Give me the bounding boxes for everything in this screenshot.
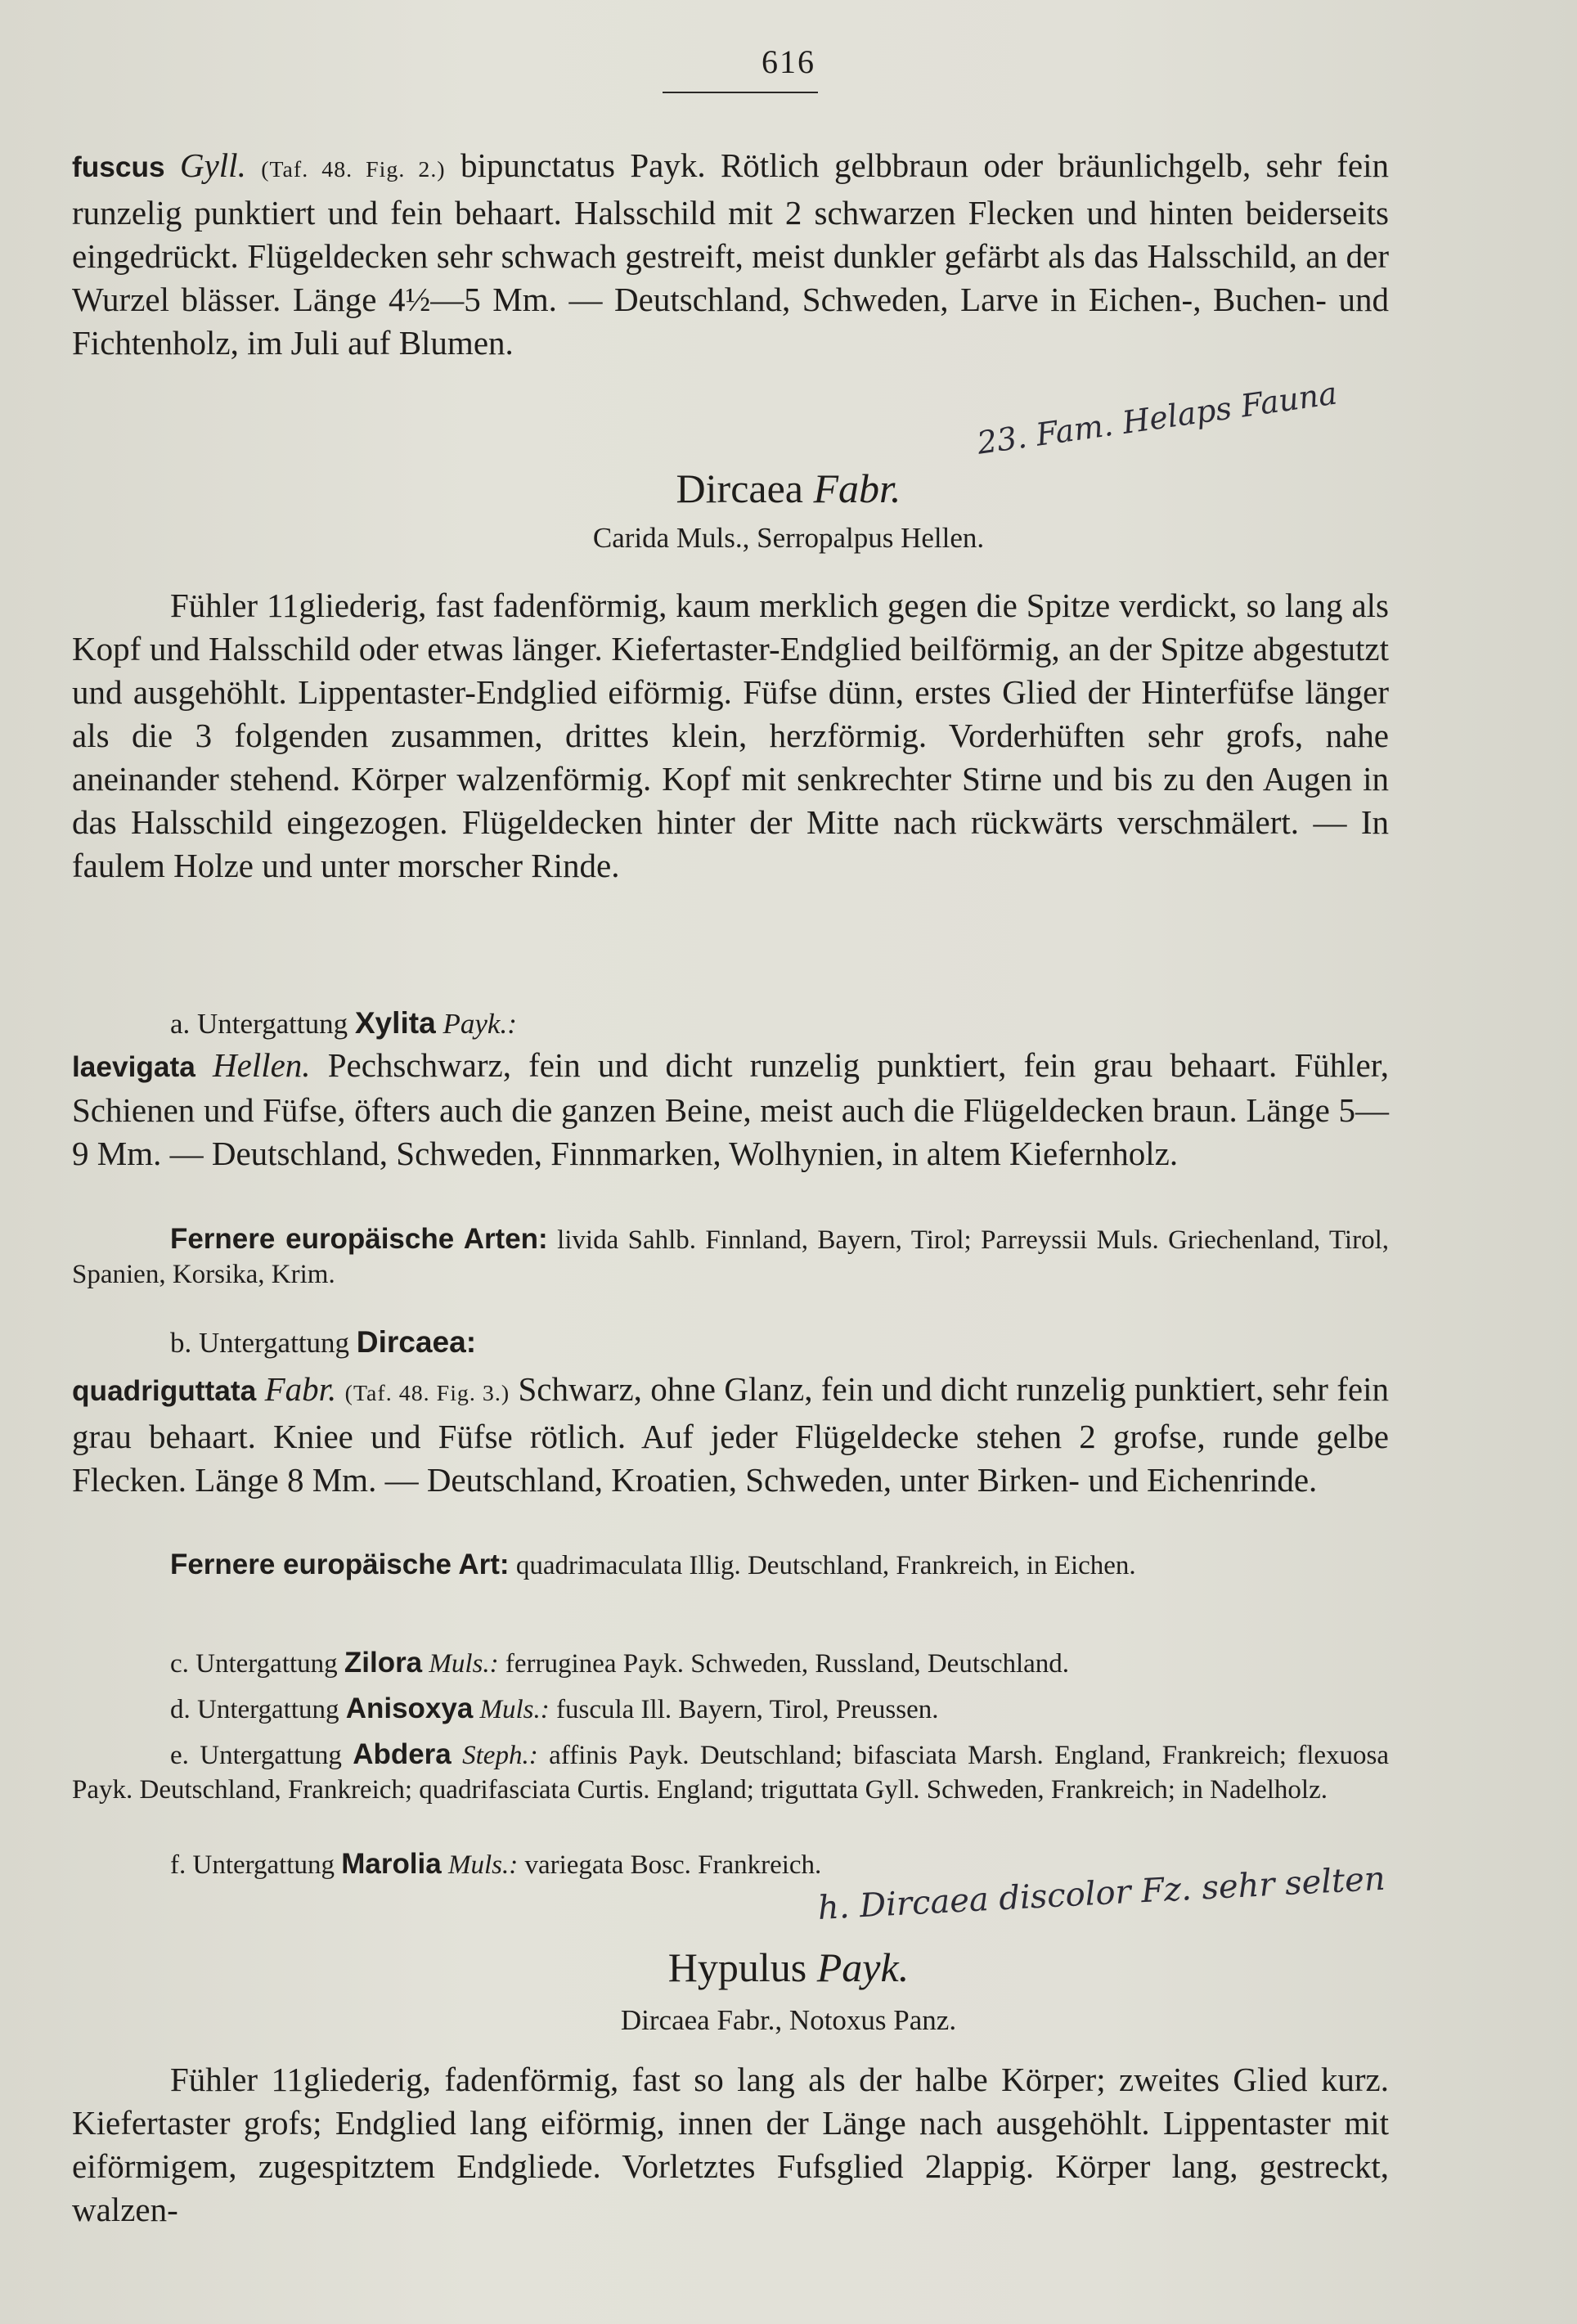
other-species-text: quadrimaculata Illig. Deutschland, Frankreich, in Eichen. [515, 1551, 1136, 1580]
subgenus-prefix: d. Untergattung [170, 1695, 339, 1724]
subgenus-prefix: c. Untergattung [170, 1649, 338, 1679]
subgenus-author: Muls.: [447, 1850, 519, 1880]
header-rule [663, 92, 818, 93]
subgenus-heading-b [72, 1320, 1389, 1364]
species-name: quadriguttata [72, 1375, 257, 1407]
species-author: Gyll. [179, 146, 246, 184]
species-author: Fabr. [264, 1370, 337, 1408]
subgenus-author: Payk.: [443, 1008, 517, 1040]
subgenus-prefix: a. Untergattung [170, 1008, 348, 1040]
other-species-label: Fernere europäische Art: [170, 1549, 510, 1580]
subgenus-text: variegata Bosc. Frankreich. [524, 1850, 822, 1880]
genus-description: Fühler 11gliederig, fadenförmig, fast so lang als der halbe Körper; zweites Glied kurz. Kiefertaster grofs; Endglied lang eiförmig, innen der Länge nach ausgehöhlt. Lippentaster mit eiförmigem, zugespitztem Endgliede. Vorletztes Fufsglied 2lappig. Körper lang, gestreckt, walzen- [72, 2061, 1389, 2228]
species-entry-quadriguttata [72, 1368, 1389, 1502]
subgenus-prefix: f. Untergattung [170, 1850, 335, 1880]
genus-heading [0, 465, 1577, 512]
species-description: Schwarz, ohne Glanz, fein und dicht runzelig punktiert, sehr fein grau behaart. Kniee und Füfse rötlich. Auf jeder Flügeldecke stehen 2 grofse, runde gelbe Flecken. Länge 8 Mm. — Deutschland, Kroatien, Schweden, unter Birken- und Eichenrinde. [72, 1370, 1389, 1499]
subgenus-text: fuscula Ill. Bayern, Tirol, Preussen. [556, 1695, 939, 1724]
figure-reference: (Taf. 48. Fig. 2.) [261, 157, 446, 182]
genus-author: Payk. [816, 1944, 910, 1990]
subgenus-entry-d [72, 1692, 1389, 1727]
subgenus-author: Muls.: [479, 1695, 550, 1724]
handwritten-annotation: 23. Fam. Helaps Fauna [974, 375, 1340, 461]
subgenus-name: Marolia [341, 1848, 442, 1880]
page-number: 616 [762, 43, 815, 80]
genus-heading [0, 1944, 1577, 1991]
subgenus-text: affinis Payk. Deutschland; bifasciata Marsh. England, Frankreich; flexuosa Payk. Deutschland, Frankreich; quadrifasciata Curtis. England; triguttata Gyll. Schweden, Frankreich; in Nadelholz. [72, 1741, 1390, 1805]
subgenus-entry-e [72, 1737, 1389, 1807]
genus-description: Fühler 11gliederig, fast fadenförmig, kaum merklich gegen die Spitze verdickt, so lang als Kopf und Halsschild oder etwas länger. Kiefertaster-Endglied beilförmig, an der Spitze abgestutzt und ausgehöhlt. Lippentaster-Endglied eiförmig. Füfse dünn, erstes Glied der Hinterfüfse länger als die 3 folgenden zusammen, drittes klein, herzförmig. Vorderhüften sehr grofs, nahe aneinander stehend. Körper walzenförmig. Kopf mit senkrechter Stirne und bis zu den Augen in das Halsschild eingezogen. Flügeldecken hinter der Mitte nach rückwärts verschmälert. — In faulem Holze und unter morscher Rinde. [72, 587, 1389, 884]
genus-name: Hypulus [667, 1944, 807, 1990]
species-author: Hellen. [213, 1046, 311, 1084]
subgenus-prefix: e. Untergattung [170, 1741, 342, 1770]
figure-reference: (Taf. 48. Fig. 3.) [344, 1381, 510, 1406]
handwritten-annotation: h. Dircaea discolor Fz. sehr selten [816, 1859, 1386, 1927]
other-species-a [72, 1222, 1389, 1292]
subgenus-name: Dircaea: [356, 1324, 477, 1359]
species-description: bipunctatus Payk. Rötlich gelbbraun oder bräunlichgelb, sehr fein runzelig punktiert und fein behaart. Halsschild mit 2 schwarzen Flecken und hinten beiderseits eingedrückt. Flügeldecken sehr schwach gestreift, meist dunkler gefärbt als das Halsschild, an der Wurzel blässer. Länge 4½—5 Mm. — Deutschland, Schweden, Larve in Eichen-, Buchen- und Fichtenholz, im Juli auf Blumen. [72, 146, 1389, 362]
subgenus-name: Zilora [344, 1647, 423, 1679]
subgenus-entry-c [72, 1646, 1389, 1681]
subgenus-prefix: b. Untergattung [170, 1327, 350, 1359]
subgenus-text: ferruginea Payk. Schweden, Russland, Deutschland. [505, 1649, 1070, 1679]
subgenus-name: Xylita [354, 1005, 436, 1040]
genus-synonyms: Dircaea Fabr., Notoxus Panz. [620, 2004, 957, 2036]
subgenus-heading-a [72, 1001, 1389, 1045]
species-description: Pechschwarz, fein und dicht runzelig punktiert, fein grau behaart. Fühler, Schienen und Füfse, öfters auch die ganzen Beine, meist auch die Flügeldecken braun. Länge 5—9 Mm. — Deutschland, Schweden, Finnmarken, Wolhynien, in altem Kiefernholz. [72, 1046, 1389, 1172]
species-name: fuscus [72, 151, 165, 183]
subgenus-name: Anisoxya [345, 1692, 474, 1724]
genus-synonyms: Carida Muls., Serropalpus Hellen. [592, 522, 985, 554]
subgenus-author: Steph.: [462, 1741, 538, 1770]
species-entry-laevigata [72, 1044, 1389, 1175]
species-name: laevigata [72, 1051, 195, 1083]
subgenus-name: Abdera [353, 1738, 452, 1770]
other-species-b [72, 1548, 1389, 1583]
other-species-label: Fernere europäische Arten: [170, 1223, 548, 1255]
other-species-text: livida Sahlb. Finnland, Bayern, Tirol; Parreyssii Muls. Griechenland, Tirol, Spanien, Korsika, Krim. [72, 1225, 1389, 1289]
genus-author: Fabr. [813, 465, 901, 511]
genus-name: Dircaea [676, 465, 803, 511]
subgenus-author: Muls.: [429, 1649, 499, 1679]
fuscus-entry [72, 144, 1389, 365]
